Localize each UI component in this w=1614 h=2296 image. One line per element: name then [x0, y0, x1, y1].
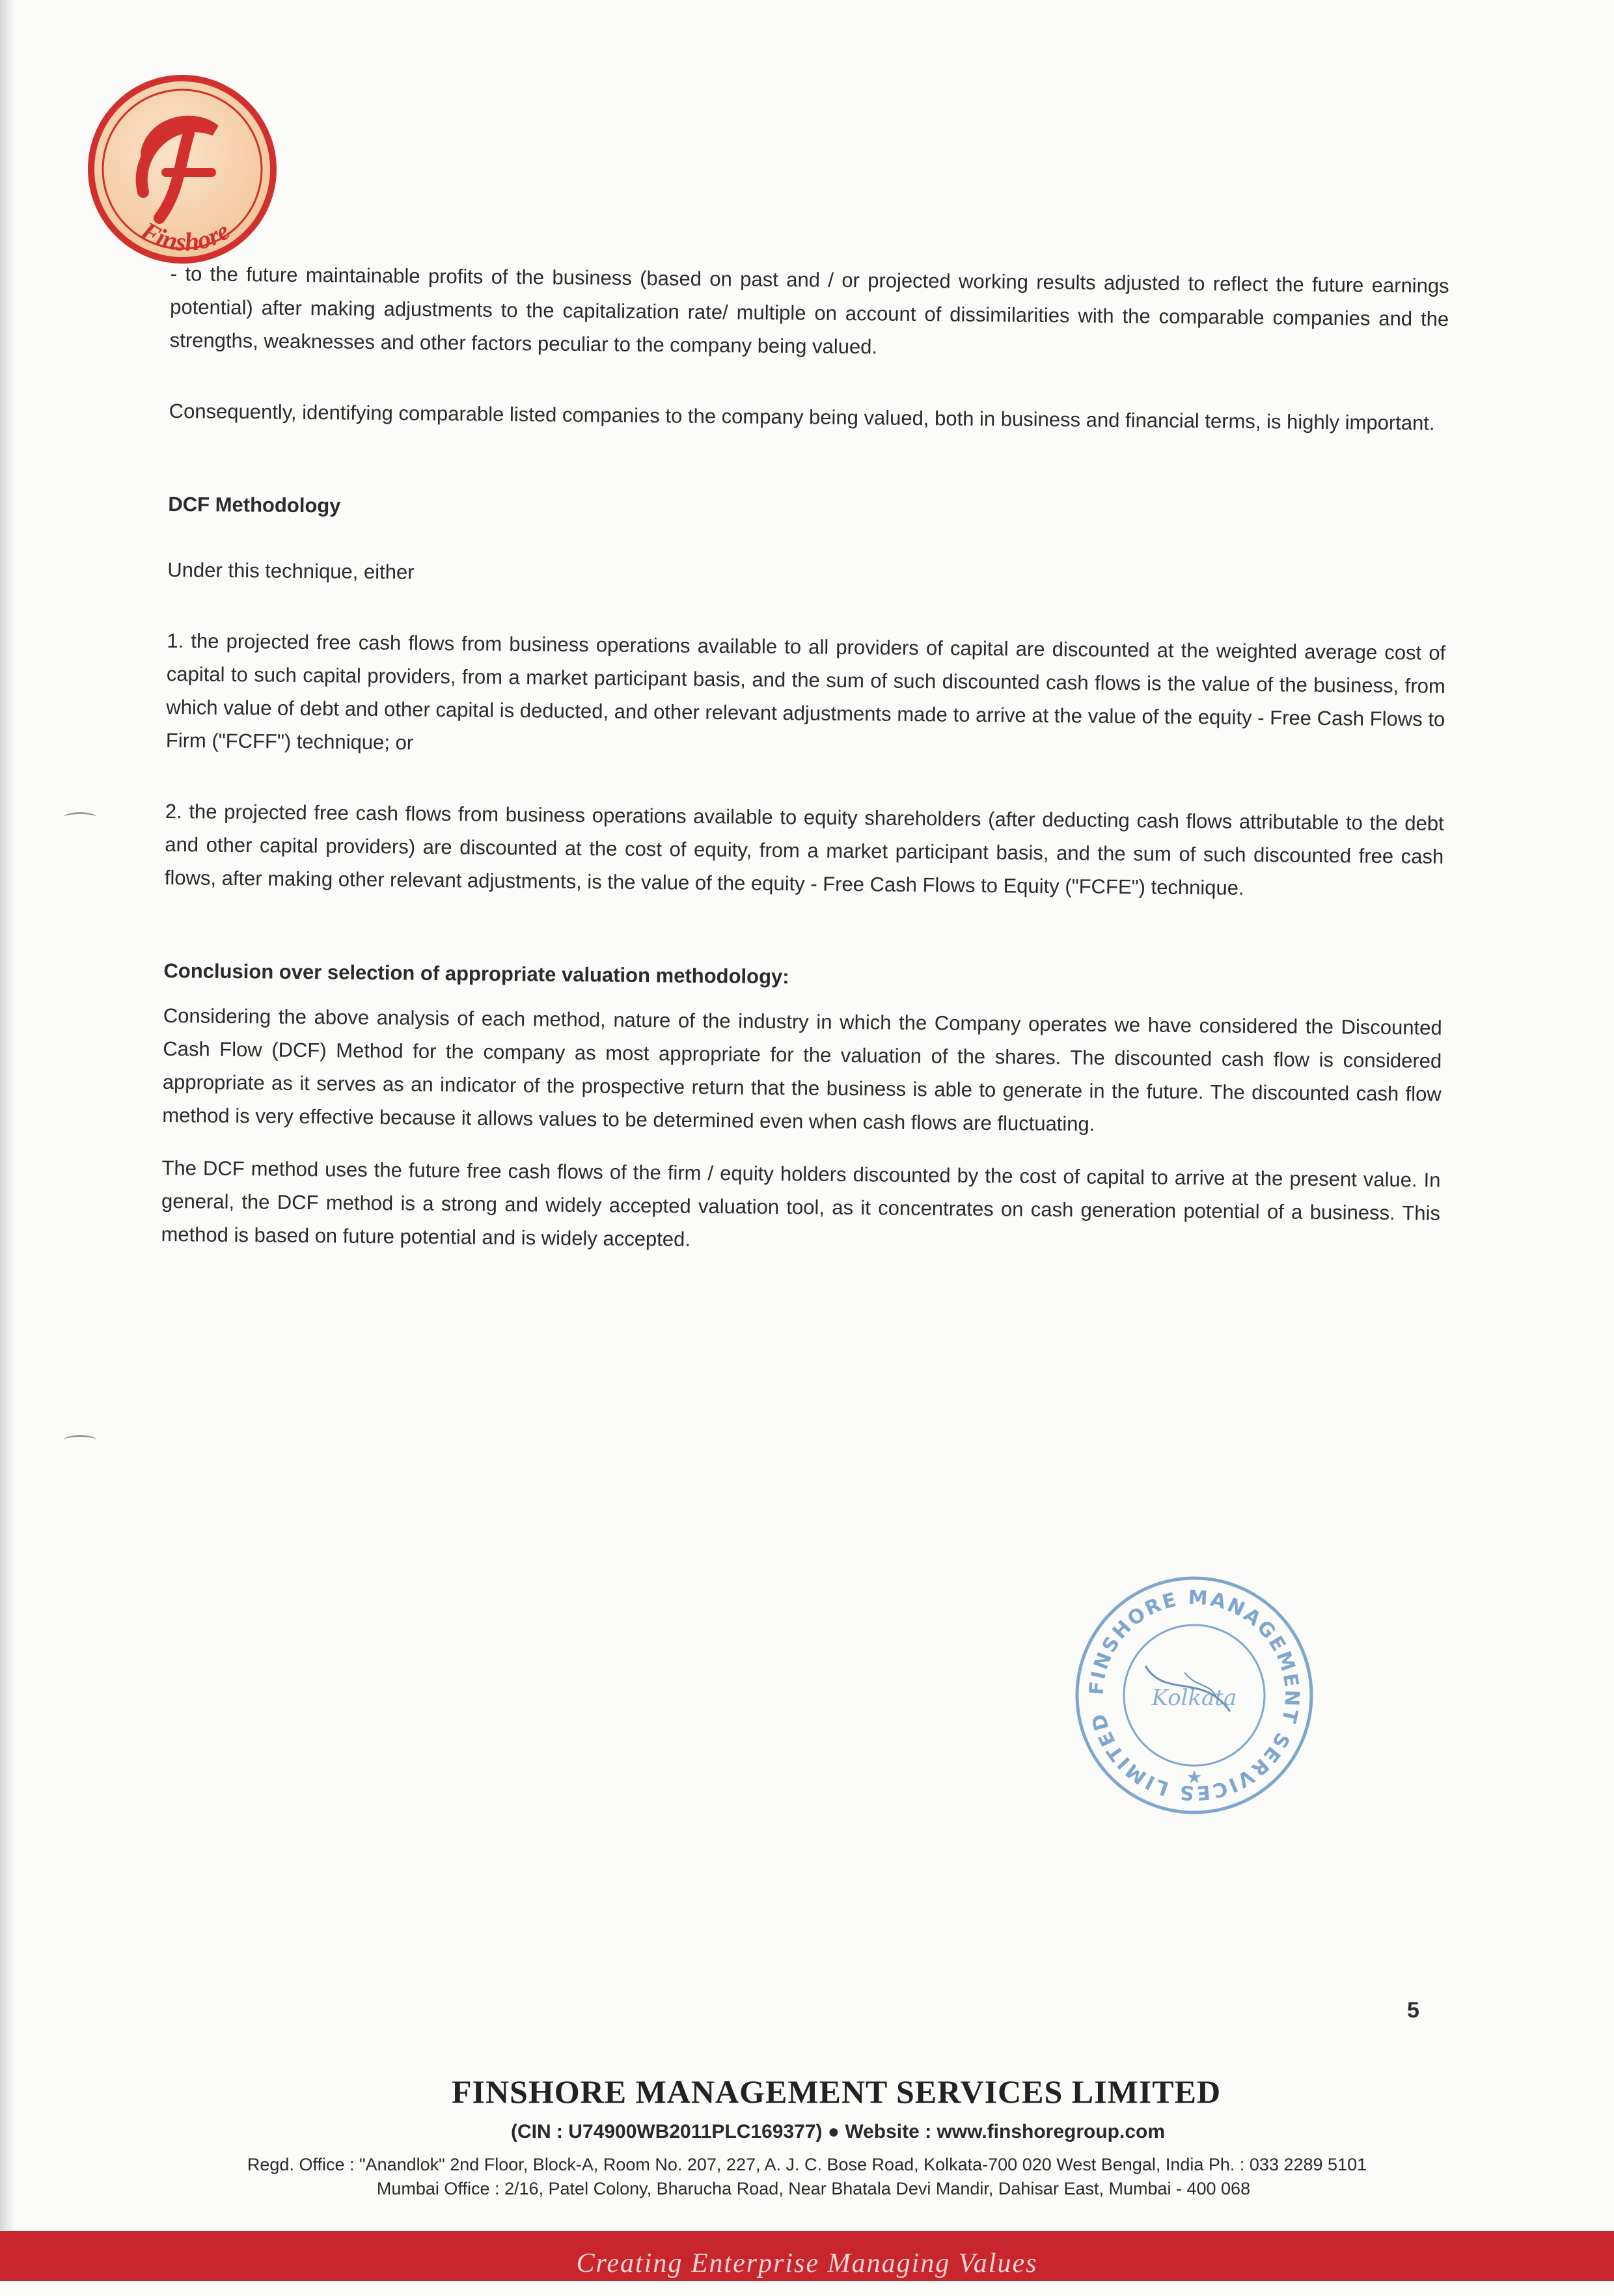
letterhead-footer — [0, 2073, 1614, 2199]
scan-edge-shadow — [0, 0, 14, 2281]
paragraph-conclusion-analysis: Considering the above analysis of each method, nature of the industry in which the Company operates we have considered the Discounted Cash Flow (DCF) Method for the company as most appropriate for the valuation of the shares. The discounted cash flow is considered appropriate as it serves as an indicator of the prospective return that the business is able to generate in the future. The discounted cash flow method is very effective because it allows values to be determined even when cash flows are fluctuating. — [162, 1004, 1442, 1136]
heading-conclusion: Conclusion over selection of appropriate valuation methodology: — [163, 959, 789, 989]
seal-star-icon: ★ — [1186, 1767, 1203, 1787]
paragraph-market-approach-continued: - to the future maintainable profits of the business (based on past and / or projected working results adjusted to reflect the future earnings potential) after making adjustments to the capitalization rate/ multiple on account of dissimilarities with the comparable companies and the strengths, weaknesses and other factors peculiar to the company being valued. — [169, 262, 1449, 359]
paragraph-under-technique: Under this technique, either — [167, 558, 415, 584]
logo-brand-text: Finshore — [136, 215, 235, 257]
paragraph-comparable-companies: Consequently, identifying comparable listed companies to the company being valued, both in business and financial terms, is highly important. — [169, 399, 1435, 435]
footer-tagline-bar — [0, 2231, 1614, 2281]
paragraph-fcfe: 2. the projected free cash flows from business operations available to equity shareholders (after deducting cash flows attributable to the debt and other capital providers) are discounted at the cost of equity, from a market participant basis, and the sum of such discounted free cash flows, after making other relevant adjustments, is the value of the equity - Free Cash Flows to Equity ("FCFE") technique. — [164, 799, 1444, 899]
seal-ring-text: FINSHORE MANAGEMENT SERVICES LIMITED — [1085, 1586, 1304, 1805]
footer-cin-website: (CIN : U74900WB2011PLC169377) ● Website : www.finshoregroup.com — [510, 2121, 1166, 2142]
footer-mumbai-office: Mumbai Office : 2/16, Patel Colony, Bharucha Road, Near Bhatala Devi Mandir, Dahisar East, Mumbai - 400 068 — [376, 2179, 1251, 2198]
seal-city-text: Kolkata — [1151, 1685, 1237, 1711]
company-seal-stamp-icon — [1067, 1568, 1321, 1822]
footer-tagline: Creating Enterprise Managing Values — [576, 2248, 1038, 2278]
heading-dcf-methodology: DCF Methodology — [168, 492, 341, 517]
scan-mark — [64, 1435, 96, 1445]
page-number: 5 — [1407, 1998, 1419, 2023]
footer-company-name: FINSHORE MANAGEMENT SERVICES LIMITED — [451, 2073, 1222, 2110]
scan-mark — [64, 812, 96, 822]
finshore-logo-icon — [81, 68, 283, 270]
document-body — [161, 257, 1449, 1301]
paragraph-fcff: 1. the projected free cash flows from business operations available to all providers of capital are discounted at the weighted average cost of capital to such capital providers, from a market participant basis, and the sum of such discounted cash flows is the value of the business, from which value of debt and other capital is deducted, and other relevant adjustments made to arrive at the value of the equity - Free Cash Flows to Firm ("FCFF") technique; or — [165, 629, 1446, 754]
footer-registered-office: Regd. Office : "Anandlok" 2nd Floor, Block-A, Room No. 207, 227, A. J. C. Bose Road, Kolkata-700 020 West Bengal, India Ph. : 033 2289 5101 — [247, 2155, 1367, 2174]
paragraph-dcf-method-uses: The DCF method uses the future free cash flows of the firm / equity holders discounted by the cost of capital to arrive at the present value. In general, the DCF method is a strong and widely accepted valuation tool, as it concentrates on cash generation potential of a business. This method is based on future potential and is widely accepted. — [161, 1156, 1441, 1251]
